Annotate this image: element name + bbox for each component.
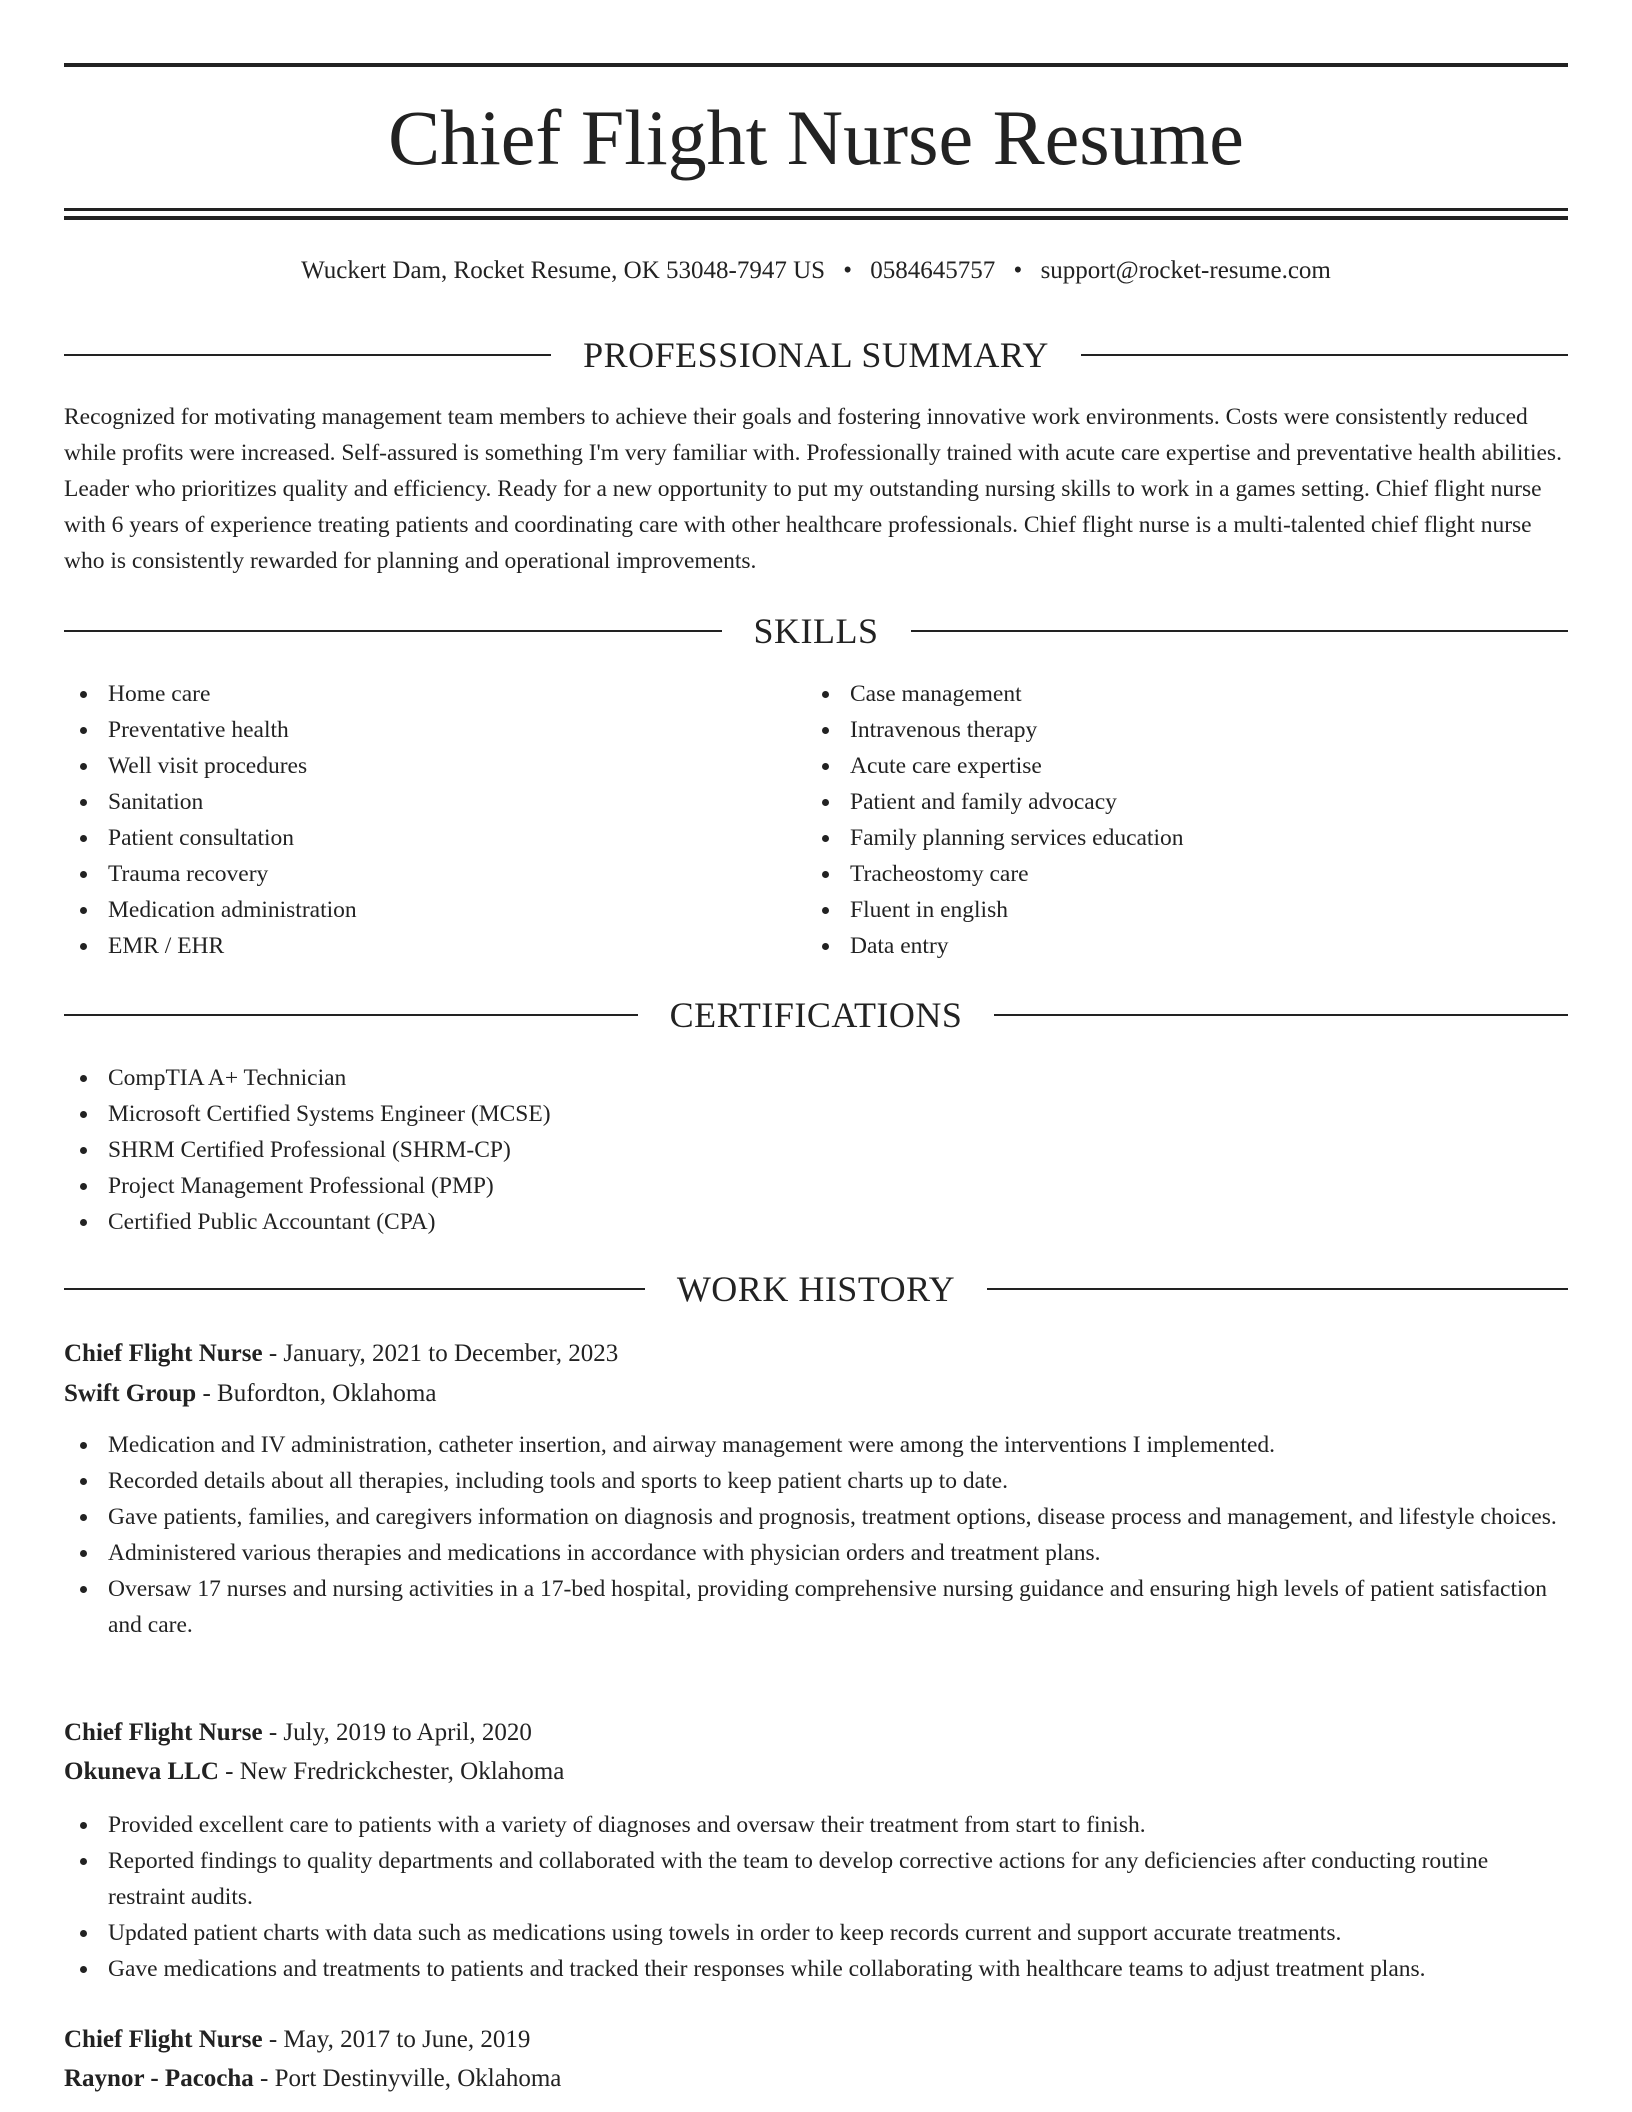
contact-email[interactable]: support@rocket-resume.com <box>1040 257 1331 284</box>
job-dates: - July, 2019 to April, 2020 <box>262 1719 532 1746</box>
heading-rule-left <box>64 630 722 632</box>
skill-item: Intravenous therapy <box>806 712 1566 748</box>
job-bullets <box>64 1427 1568 1643</box>
certification-item: SHRM Certified Professional (SHRM-CP) <box>64 1132 1568 1168</box>
work-history-heading-label: WORK HISTORY <box>676 1269 956 1309</box>
job-bullet: Oversaw 17 nurses and nursing activities in a 17-bed hospital, providing comprehensive nursing guidance and ensuring high levels of patient satisfaction and care. <box>64 1571 1568 1643</box>
certification-item: Project Management Professional (PMP) <box>64 1168 1568 1204</box>
job-company: Raynor - Pacocha <box>64 2065 254 2092</box>
certifications-list <box>64 1060 1568 1240</box>
contact-address: Wuckert Dam, Rocket Resume, OK 53048-7947 US <box>301 257 826 284</box>
job-company-line <box>64 1376 1568 1412</box>
work-history-heading <box>64 1267 1568 1311</box>
certification-item: Microsoft Certified Systems Engineer (MCSE) <box>64 1096 1568 1132</box>
contact-separator: • <box>1013 257 1023 284</box>
heading-rule-right <box>911 630 1569 632</box>
job-bullet: Reported findings to quality departments and collaborated with the team to develop corrective actions for any deficiencies after conducting routine restraint audits. <box>64 1843 1568 1915</box>
job-title-line <box>64 2022 1568 2058</box>
contact-line <box>64 254 1568 288</box>
job-title-line <box>64 1715 1568 1751</box>
summary-text: Recognized for motivating management team members to achieve their goals and fostering innovative work environments. Costs were consistently reduced while profits were increased. Self-assured is something I'm very familiar with. Professionally trained with acute care expertise and preventative health abilities. Leader who prioritizes quality and efficiency. Ready for a new opportunity to put my outstanding nursing skills to work in a games setting. Chief flight nurse with 6 years of experience treating patients and coordinating care with other healthcare professionals. Chief flight nurse is a multi-talented chief flight nurse who is consistently rewarded for planning and operational improvements. <box>64 404 1562 574</box>
skill-item: Data entry <box>806 928 1566 964</box>
heading-rule-right <box>1081 354 1568 356</box>
certification-item: CompTIA A+ Technician <box>64 1060 1568 1096</box>
skill-item: Acute care expertise <box>806 748 1566 784</box>
certifications-heading-label: CERTIFICATIONS <box>669 995 963 1035</box>
skill-item: Tracheostomy care <box>806 856 1566 892</box>
job-bullet: Medication and IV administration, catheter insertion, and airway management were among the interventions I implemented. <box>64 1427 1568 1463</box>
resume-title: Chief Flight Nurse Resume <box>388 94 1244 181</box>
job-bullet: Updated patient charts with data such as medications using towels in order to keep records current and support accurate treatments. <box>64 1915 1568 1951</box>
job-company-line <box>64 2061 1568 2097</box>
skill-item: Well visit procedures <box>64 748 804 784</box>
skills-heading <box>64 609 1568 653</box>
job-title: Chief Flight Nurse <box>64 2026 263 2053</box>
job-title: Chief Flight Nurse <box>64 1340 263 1367</box>
top-rule <box>64 63 1568 67</box>
skill-item: Sanitation <box>64 784 804 820</box>
job-dates: - May, 2017 to June, 2019 <box>262 2026 531 2053</box>
job-title: Chief Flight Nurse <box>64 1719 263 1746</box>
contact-phone: 0584645757 <box>870 257 996 284</box>
skill-item: Patient consultation <box>64 820 804 856</box>
title-rule-upper <box>64 208 1568 211</box>
job-bullet: Administered various therapies and medications in accordance with physician orders and treatment plans. <box>64 1535 1568 1571</box>
job-location: - New Fredrickchester, Oklahoma <box>218 1758 565 1785</box>
skill-item: Medication administration <box>64 892 804 928</box>
job-location: - Bufordton, Oklahoma <box>196 1380 437 1407</box>
skills-list-left <box>64 676 804 964</box>
job-title-line <box>64 1336 1568 1372</box>
job-bullet: Gave patients, families, and caregivers information on diagnosis and prognosis, treatment options, disease process and management, and lifestyle choices. <box>64 1499 1568 1535</box>
job-bullet: Provided excellent care to patients with a variety of diagnoses and oversaw their treatment from start to finish. <box>64 1807 1568 1843</box>
summary-heading <box>64 333 1568 377</box>
heading-rule-left <box>64 1288 645 1290</box>
job-bullets <box>64 1807 1568 1987</box>
skills-list-right <box>806 676 1566 964</box>
skill-item: Trauma recovery <box>64 856 804 892</box>
heading-rule-right <box>987 1288 1568 1290</box>
contact-separator: • <box>843 257 853 284</box>
heading-rule-left <box>64 354 551 356</box>
skill-item: Home care <box>64 676 804 712</box>
job-location: - Port Destinyville, Oklahoma <box>253 2065 562 2092</box>
skill-item: Patient and family advocacy <box>806 784 1566 820</box>
skills-heading-label: SKILLS <box>753 611 879 651</box>
skill-item: Preventative health <box>64 712 804 748</box>
heading-rule-right <box>994 1014 1568 1016</box>
skill-item: Family planning services education <box>806 820 1566 856</box>
job-bullet: Gave medications and treatments to patients and tracked their responses while collaborating with healthcare teams to adjust treatment plans. <box>64 1951 1568 1987</box>
job-company-line <box>64 1754 1568 1790</box>
heading-rule-left <box>64 1014 638 1016</box>
job-dates: - January, 2021 to December, 2023 <box>262 1340 619 1367</box>
certification-item: Certified Public Accountant (CPA) <box>64 1204 1568 1240</box>
skill-item: Case management <box>806 676 1566 712</box>
summary-heading-label: PROFESSIONAL SUMMARY <box>583 335 1049 375</box>
certifications-heading <box>64 993 1568 1037</box>
skill-item: Fluent in english <box>806 892 1566 928</box>
job-company: Swift Group <box>64 1380 197 1407</box>
title-rule-lower <box>64 216 1568 220</box>
skill-item: EMR / EHR <box>64 928 804 964</box>
job-company: Okuneva LLC <box>64 1758 219 1785</box>
job-bullet: Recorded details about all therapies, including tools and sports to keep patient charts up to date. <box>64 1463 1568 1499</box>
